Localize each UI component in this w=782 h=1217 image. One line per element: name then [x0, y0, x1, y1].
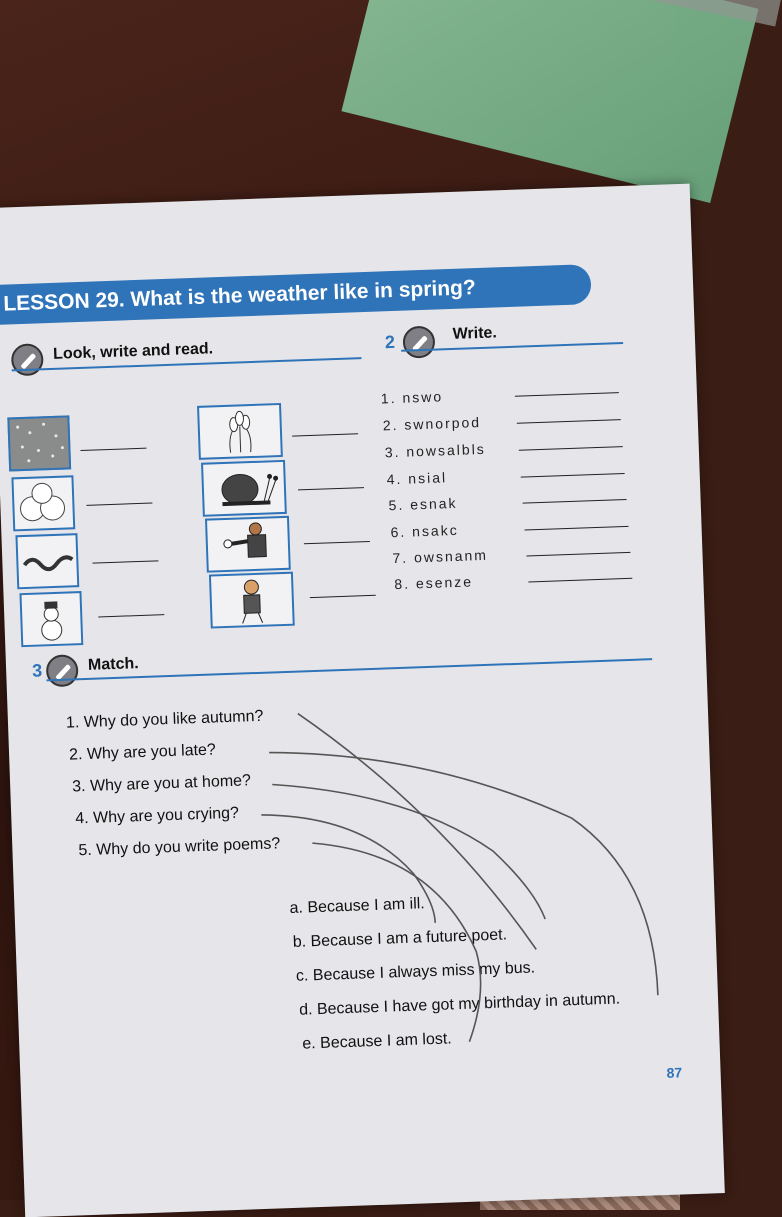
scrambled-word: 6. nsakc — [390, 521, 459, 541]
section3-number: 3 — [31, 660, 43, 681]
hand-drawn-matching-lines — [0, 184, 725, 1217]
question-item: 1. Why do you like autumn? — [65, 707, 264, 732]
answer-item: c. Because I always miss my bus. — [295, 959, 536, 985]
scrambled-word: 1. nswo — [380, 388, 444, 407]
scrambled-word: 7. owsnanm — [392, 546, 489, 567]
scrambled-word: 3. nowsalbls — [384, 440, 487, 461]
answer-item: e. Because I am lost. — [302, 1030, 452, 1053]
page-number: 87 — [666, 1064, 683, 1081]
textbook-page — [0, 184, 725, 1217]
question-item: 2. Why are you late? — [68, 741, 217, 764]
question-item: 5. Why do you write poems? — [78, 835, 281, 860]
answer-item: a. Because I am ill. — [289, 895, 426, 917]
section3-title: Match. — [87, 655, 139, 674]
lesson-title-banner: LESSON 29. What is the weather like in spring? — [0, 264, 592, 325]
answer-item: b. Because I am a future poet. — [292, 926, 508, 951]
section1-title: Look, write and read. — [52, 340, 214, 363]
scrambled-word: 4. nsial — [386, 469, 448, 488]
scrambled-word: 5. esnak — [388, 494, 458, 514]
question-item: 4. Why are you crying? — [75, 804, 240, 828]
scrambled-word: 2. swnorpod — [382, 413, 482, 434]
answer-item: d. Because I have got my birthday in autumn. — [298, 990, 621, 1019]
section2-title: Write. — [452, 324, 498, 343]
question-item: 3. Why are you at home? — [71, 772, 252, 796]
section2-number: 2 — [384, 331, 396, 353]
scrambled-word: 8. esenze — [394, 573, 474, 593]
